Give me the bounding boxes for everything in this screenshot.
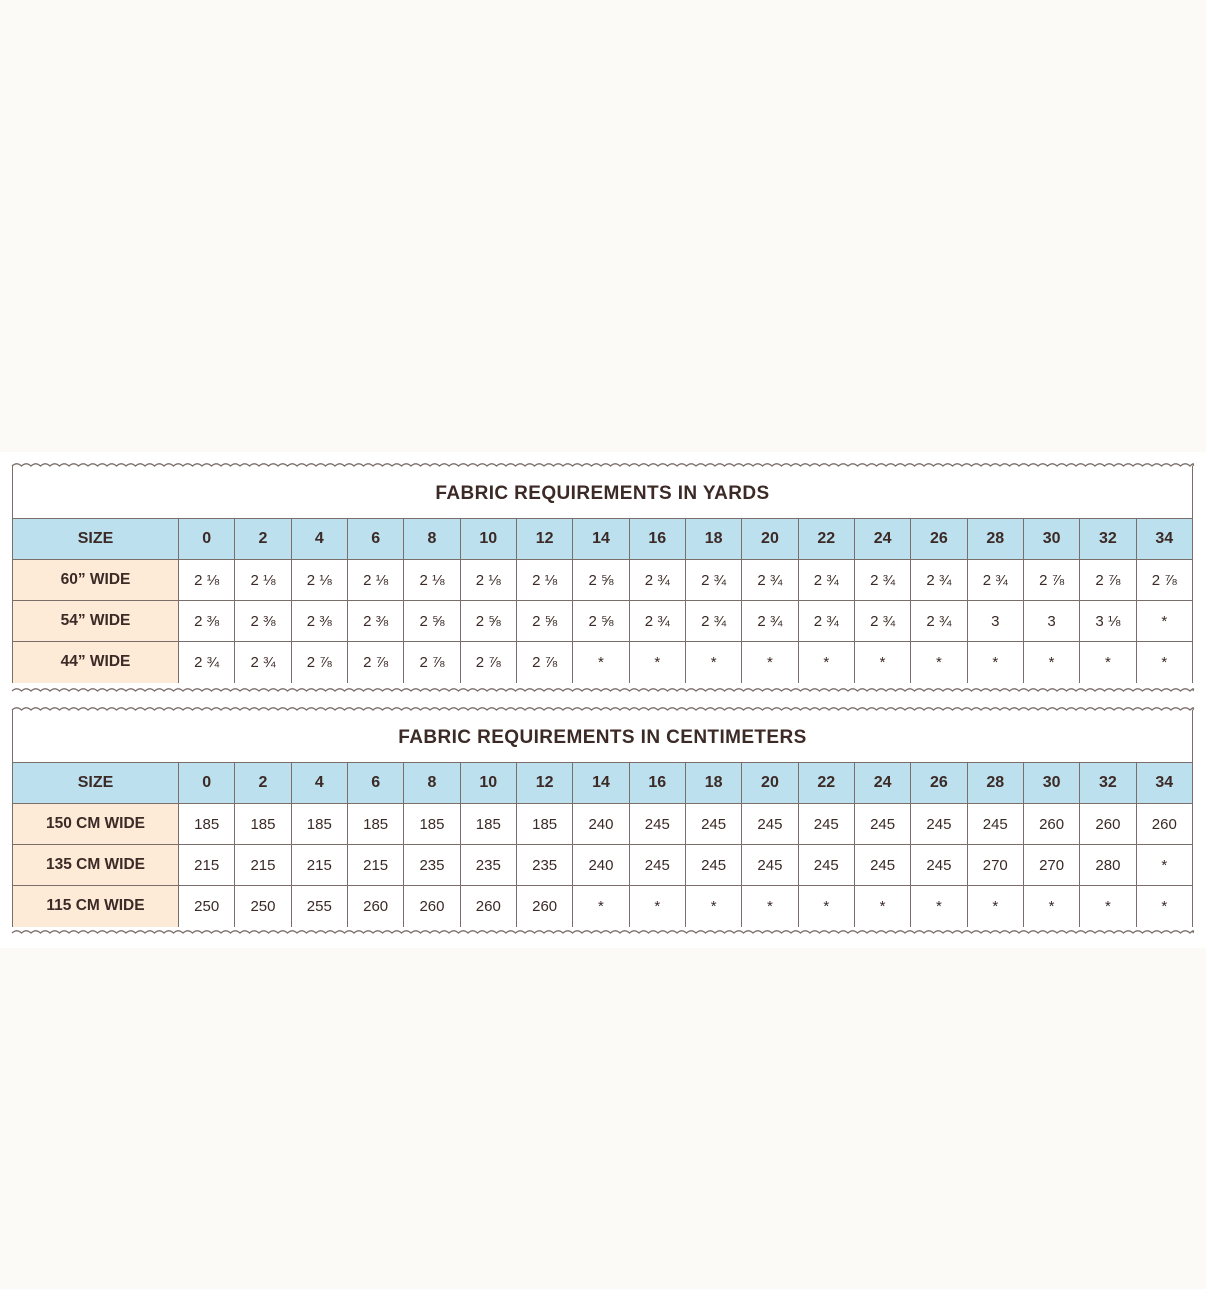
size-4: 4 [291,763,347,804]
size-header: SIZE [13,519,179,560]
table-row [13,560,1193,601]
size-12: 12 [516,519,572,560]
centimeters-title-row [12,710,1193,762]
table-cell: 260 [460,886,516,927]
table-cell: 260 [516,886,572,927]
size-8: 8 [404,763,460,804]
yards-table [12,518,1193,683]
table-cell: * [629,886,685,927]
table-cell: 2 ⅜ [347,601,403,642]
table-cell: 2 ⅝ [516,601,572,642]
size-10: 10 [460,519,516,560]
table-cell: 2 ⅞ [516,642,572,683]
table-cell: * [573,642,629,683]
table-cell: 2 ¾ [911,601,967,642]
row-label: 44” WIDE [13,642,179,683]
table-cell: 215 [235,845,291,886]
table-cell: 245 [967,804,1023,845]
size-18: 18 [685,763,741,804]
centimeters-chart [12,710,1193,933]
table-cell: 245 [911,845,967,886]
table-cell: * [742,886,798,927]
table-cell: 260 [1023,804,1079,845]
table-cell: 3 [1023,601,1079,642]
table-cell: 260 [347,886,403,927]
table-cell: 3 ⅛ [1080,601,1136,642]
table-cell: 185 [404,804,460,845]
table-row [13,601,1193,642]
row-label: 150 CM WIDE [13,804,179,845]
size-22: 22 [798,519,854,560]
table-cell: 250 [235,886,291,927]
table-cell: 280 [1080,845,1136,886]
yards-header-row [13,519,1193,560]
yards-title-row [12,466,1193,518]
table-cell: * [1023,642,1079,683]
table-row [13,804,1193,845]
table-cell: 2 ¾ [685,560,741,601]
size-2: 2 [235,763,291,804]
table-cell: 2 ¾ [629,560,685,601]
table-cell: * [742,642,798,683]
table-cell: 2 ⅜ [179,601,235,642]
table-cell: 2 ⅞ [347,642,403,683]
table-cell: 245 [854,804,910,845]
table-cell: 2 ⅛ [404,560,460,601]
wavy-bottom-border [12,929,1193,937]
size-14: 14 [573,519,629,560]
table-cell: 245 [685,804,741,845]
row-label: 54” WIDE [13,601,179,642]
size-6: 6 [347,519,403,560]
table-cell: 2 ¾ [742,601,798,642]
table-row [13,845,1193,886]
table-cell: * [1080,886,1136,927]
table-cell: 235 [516,845,572,886]
centimeters-header-row [13,763,1193,804]
table-cell: 240 [573,804,629,845]
size-6: 6 [347,763,403,804]
size-26: 26 [911,763,967,804]
table-cell: 2 ⅜ [235,601,291,642]
table-cell: 3 [967,601,1023,642]
size-32: 32 [1080,519,1136,560]
table-cell: 2 ¾ [967,560,1023,601]
size-14: 14 [573,763,629,804]
table-cell: 2 ¾ [685,601,741,642]
table-cell: 2 ¾ [629,601,685,642]
size-16: 16 [629,763,685,804]
wavy-edge-line [12,689,1193,691]
table-cell: 185 [516,804,572,845]
size-32: 32 [1080,763,1136,804]
table-cell: 185 [347,804,403,845]
table-cell: 2 ¾ [235,642,291,683]
table-cell: * [1080,642,1136,683]
table-cell: 245 [629,804,685,845]
table-cell: 260 [1136,804,1192,845]
table-cell: 2 ¾ [854,601,910,642]
size-4: 4 [291,519,347,560]
table-cell: * [798,886,854,927]
table-cell: 2 ⅝ [573,560,629,601]
wavy-bottom-border [12,687,1193,695]
table-cell: 235 [404,845,460,886]
table-cell: 2 ¾ [798,601,854,642]
table-cell: * [1136,886,1192,927]
size-16: 16 [629,519,685,560]
table-cell: 2 ⅛ [460,560,516,601]
size-20: 20 [742,763,798,804]
size-8: 8 [404,519,460,560]
table-cell: 2 ⅛ [235,560,291,601]
table-cell: 185 [235,804,291,845]
table-cell: 245 [798,804,854,845]
table-cell: * [629,642,685,683]
table-cell: * [1136,601,1192,642]
row-label: 115 CM WIDE [13,886,179,927]
size-34: 34 [1136,763,1192,804]
table-cell: * [854,642,910,683]
row-label: 135 CM WIDE [13,845,179,886]
yards-title: FABRIC REQUIREMENTS IN YARDS [435,483,770,504]
table-cell: 2 ⅞ [1136,560,1192,601]
table-cell: 245 [798,845,854,886]
table-cell: * [967,642,1023,683]
table-cell: 2 ⅞ [404,642,460,683]
table-cell: 270 [1023,845,1079,886]
table-cell: 270 [967,845,1023,886]
table-cell: 2 ¾ [854,560,910,601]
table-cell: 2 ⅝ [573,601,629,642]
table-cell: 2 ⅞ [460,642,516,683]
size-12: 12 [516,763,572,804]
size-28: 28 [967,519,1023,560]
size-22: 22 [798,763,854,804]
table-cell: 2 ⅛ [291,560,347,601]
size-2: 2 [235,519,291,560]
table-cell: 245 [742,845,798,886]
table-cell: 235 [460,845,516,886]
table-cell: 260 [1080,804,1136,845]
size-30: 30 [1023,763,1079,804]
table-cell: 185 [179,804,235,845]
table-cell: * [685,886,741,927]
table-cell: 2 ⅞ [1023,560,1079,601]
table-cell: * [685,642,741,683]
table-cell: 215 [179,845,235,886]
table-cell: 245 [854,845,910,886]
size-header: SIZE [13,763,179,804]
table-cell: 185 [460,804,516,845]
size-18: 18 [685,519,741,560]
table-cell: 2 ⅛ [179,560,235,601]
table-cell: 2 ⅛ [347,560,403,601]
table-cell: 2 ¾ [179,642,235,683]
size-10: 10 [460,763,516,804]
table-cell: * [798,642,854,683]
centimeters-title: FABRIC REQUIREMENTS IN CENTIMETERS [398,727,807,748]
size-28: 28 [967,763,1023,804]
table-cell: * [573,886,629,927]
table-cell: 255 [291,886,347,927]
table-cell: 245 [742,804,798,845]
size-30: 30 [1023,519,1079,560]
table-cell: 245 [629,845,685,886]
size-20: 20 [742,519,798,560]
size-24: 24 [854,519,910,560]
table-cell: 260 [404,886,460,927]
table-cell: 2 ¾ [742,560,798,601]
size-0: 0 [179,519,235,560]
table-cell: 215 [291,845,347,886]
row-label: 60” WIDE [13,560,179,601]
table-cell: * [967,886,1023,927]
table-cell: 215 [347,845,403,886]
table-cell: * [1136,642,1192,683]
table-cell: * [911,642,967,683]
table-cell: 2 ⅝ [460,601,516,642]
table-row [13,642,1193,683]
table-cell: 185 [291,804,347,845]
table-cell: 245 [685,845,741,886]
table-cell: 2 ¾ [911,560,967,601]
table-cell: * [1136,845,1192,886]
table-cell: 2 ⅛ [516,560,572,601]
table-cell: 245 [911,804,967,845]
size-34: 34 [1136,519,1192,560]
table-cell: 250 [179,886,235,927]
table-cell: 2 ⅜ [291,601,347,642]
table-cell: * [1023,886,1079,927]
table-cell: 2 ⅞ [291,642,347,683]
table-row [13,886,1193,927]
table-cell: 2 ¾ [798,560,854,601]
table-cell: 2 ⅞ [1080,560,1136,601]
size-0: 0 [179,763,235,804]
size-26: 26 [911,519,967,560]
table-cell: * [854,886,910,927]
size-24: 24 [854,763,910,804]
centimeters-table [12,762,1193,927]
wavy-edge-line [12,931,1193,933]
table-cell: 240 [573,845,629,886]
yards-chart [12,466,1193,691]
table-cell: 2 ⅝ [404,601,460,642]
table-cell: * [911,886,967,927]
